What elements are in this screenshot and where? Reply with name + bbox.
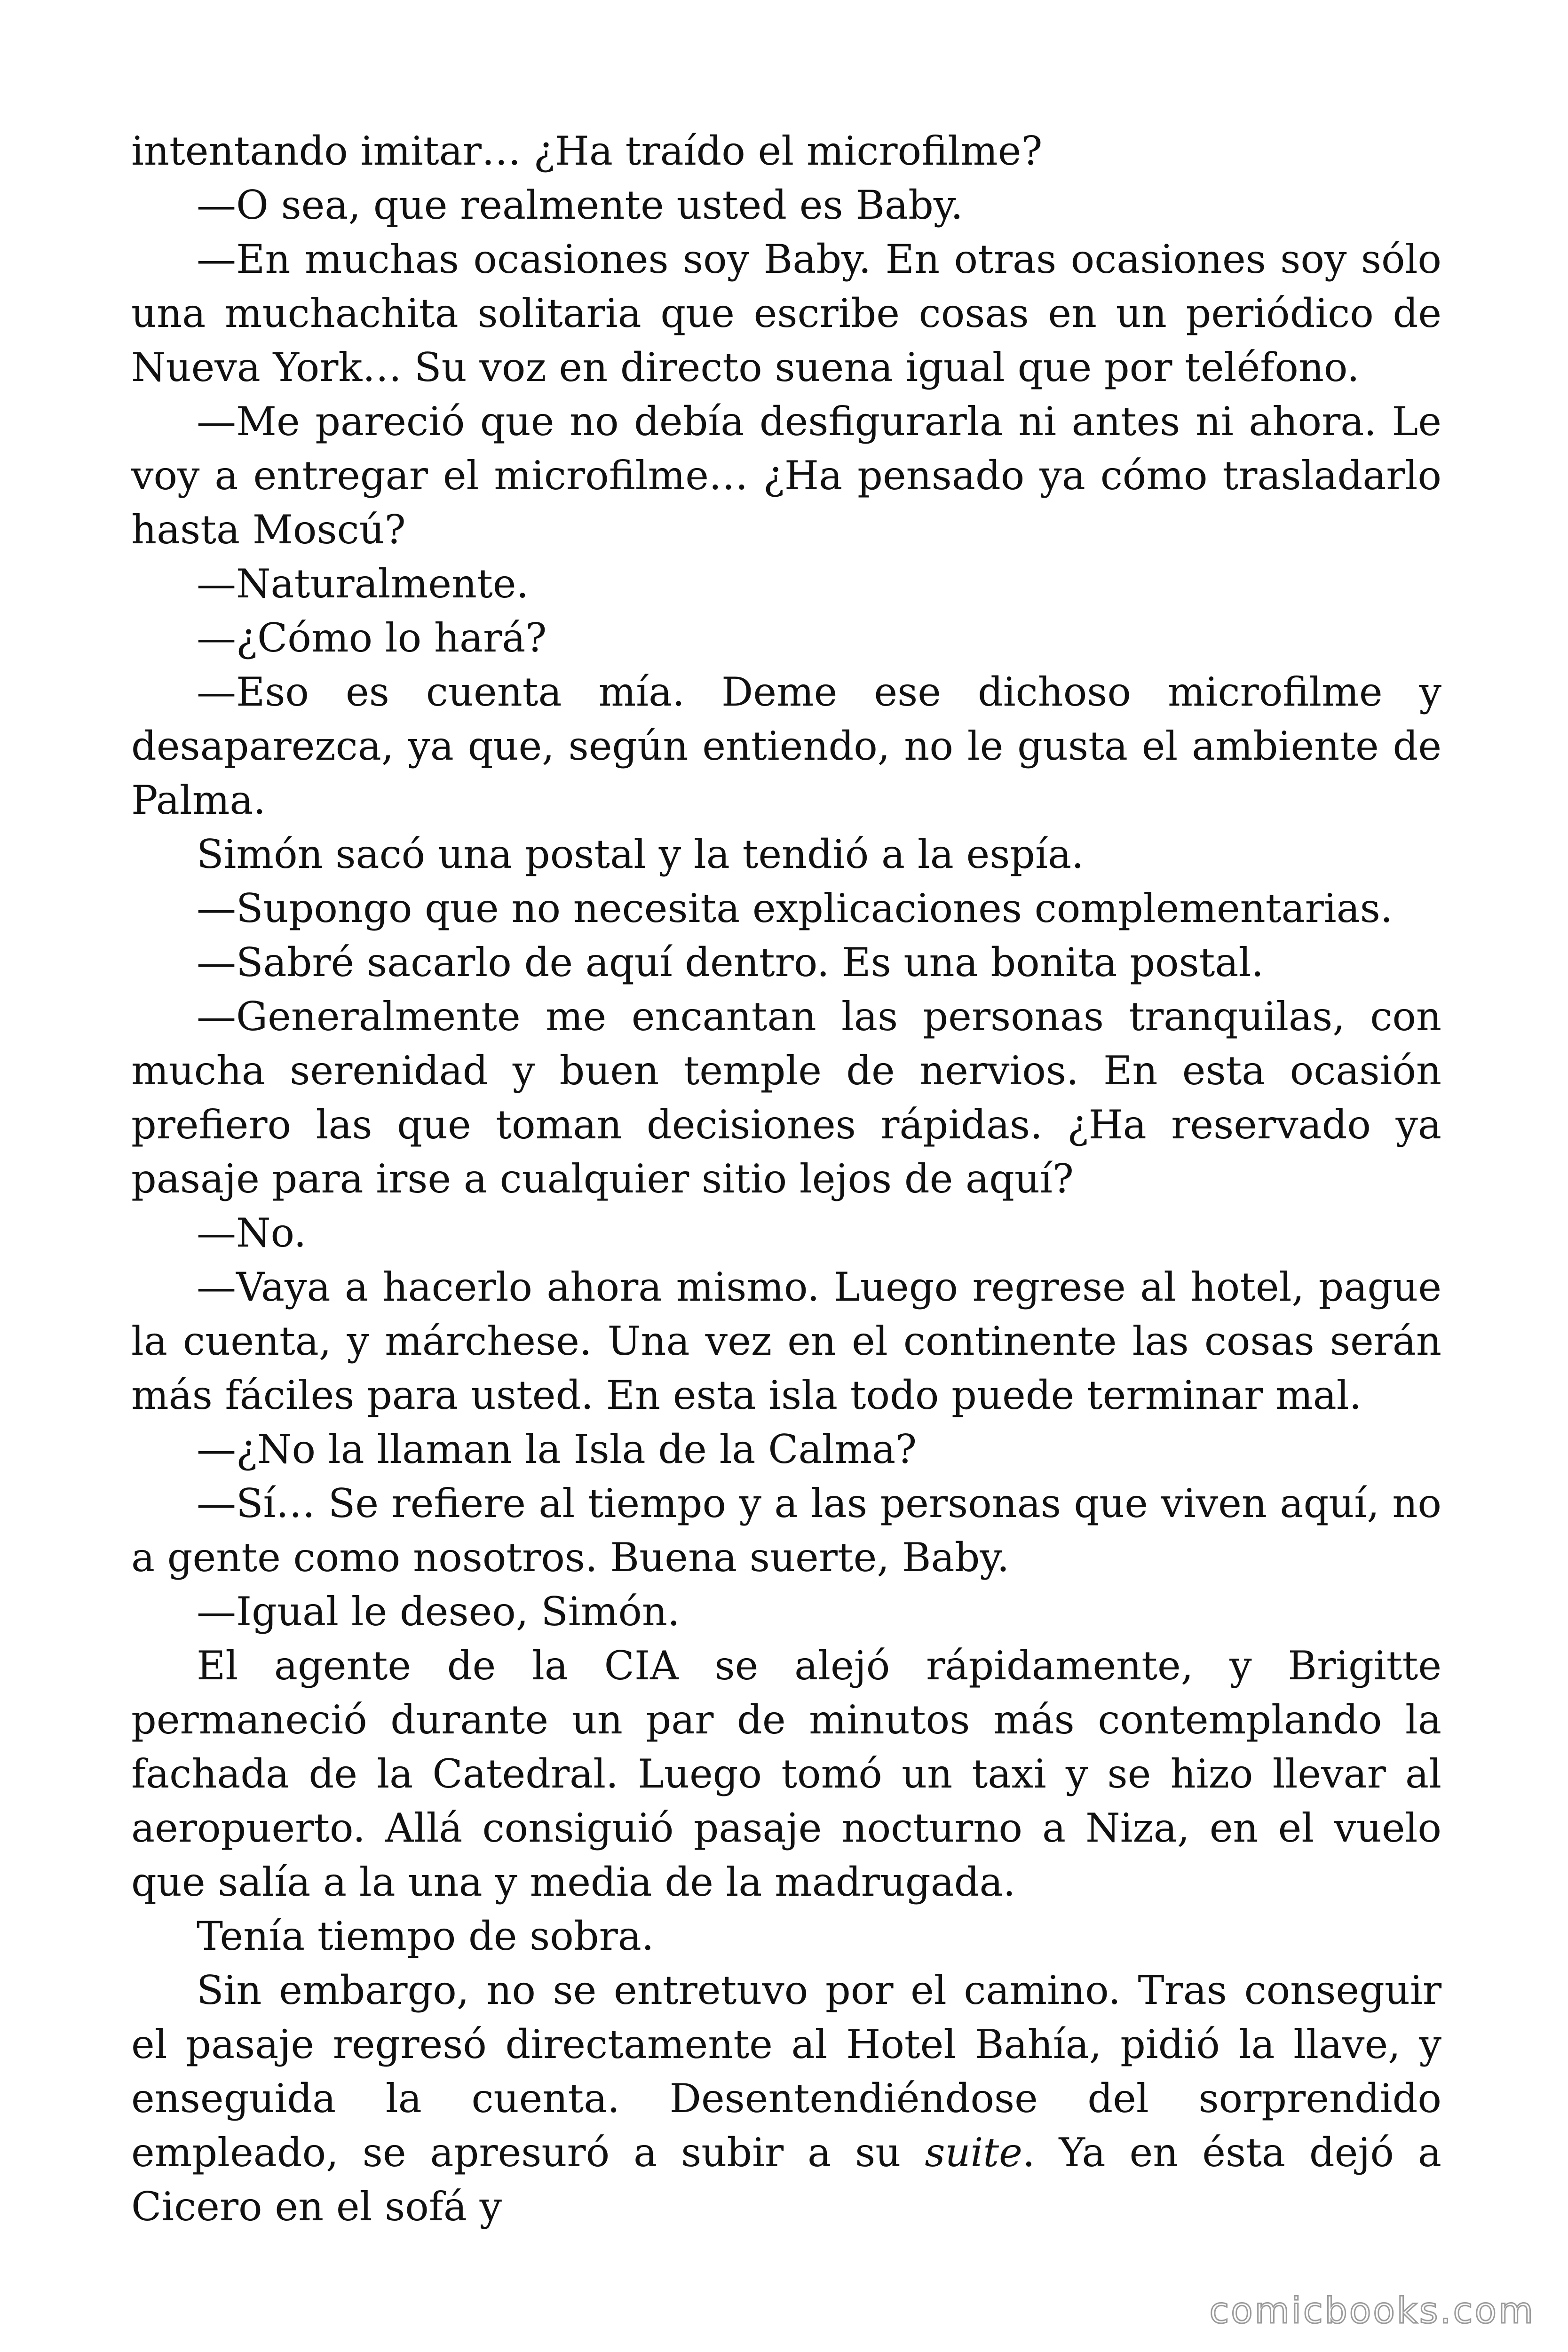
paragraph-8: Simón sacó una postal y la tendió a la espía. (197, 831, 1084, 877)
paragraph-18: Tenía tiempo de sobra. (197, 1913, 654, 1959)
watermark-logo: comicbooks.com (1209, 2289, 1535, 2331)
book-page (131, 124, 1441, 2234)
paragraph-10: —Sabré sacarlo de aquí dentro. Es una bonita postal. (197, 939, 1264, 985)
paragraph-1: intentando imitar… ¿Ha traído el microfilme? (131, 128, 1043, 174)
paragraph-13: —Vaya a hacerlo ahora mismo. Luego regrese al hotel, pague la cuenta, y márchese. Una vez en el continente las cosas serán más fáciles para usted. En esta isla todo puede terminar mal. (131, 1264, 1441, 1418)
paragraph-4: —Me pareció que no debía desfigurarla ni antes ni ahora. Le voy a entregar el microfilme… ¿Ha pensado ya cómo trasladarlo hasta Moscú? (131, 398, 1441, 553)
paragraph-11: —Generalmente me encantan las personas tranquilas, con mucha serenidad y buen temple de nervios. En esta ocasión prefiero las que toman decisiones rápidas. ¿Ha reservado ya pasaje para irse a cualquier sitio lejos de aquí? (131, 993, 1441, 1202)
paragraph-2: —O sea, que realmente usted es Baby. (197, 182, 963, 228)
paragraph-19-text: Sin embargo, no se entretuvo por el camino. Tras conseguir el pasaje regresó directamente al Hotel Bahía, pidió la llave, y enseguida la cuenta. Desentendiéndose del sorprendido empleado, se apresuró a subir a su (131, 1967, 1441, 2176)
paragraph-7: —Eso es cuenta mía. Deme ese dichoso microfilme y desaparezca, ya que, según entiendo, no le gusta el ambiente de Palma. (131, 669, 1441, 823)
paragraph-17: El agente de la CIA se alejó rápidamente, y Brigitte permaneció durante un par de minutos más contemplando la fachada de la Catedral. Luego tomó un taxi y se hizo llevar al aeropuerto. Allá consiguió pasaje nocturno a Niza, en el vuelo que salía a la una y media de la madrugada. (131, 1643, 1441, 1905)
paragraph-19 (131, 1963, 1441, 2234)
paragraph-6: —¿Cómo lo hará? (197, 615, 547, 661)
paragraph-5: —Naturalmente. (197, 561, 529, 607)
paragraph-12: —No. (197, 1210, 307, 1256)
paragraph-9: —Supongo que no necesita explicaciones complementarias. (197, 885, 1393, 931)
paragraph-14: —¿No la llaman la Isla de la Calma? (197, 1426, 917, 1472)
paragraph-16: —Igual le deseo, Simón. (197, 1589, 680, 1635)
paragraph-3: —En muchas ocasiones soy Baby. En otras ocasiones soy sólo una muchachita solitaria que escribe cosas en un periódico de Nueva York… Su voz en directo suena igual que por teléfono. (131, 236, 1441, 390)
paragraph-15: —Sí… Se refiere al tiempo y a las personas que viven aquí, no a gente como nosotros. Buena suerte, Baby. (131, 1480, 1441, 1581)
italic-word: suite (925, 2130, 1022, 2176)
paragraph-19-tail: . Ya en ésta dejó a Cicero en el sofá y (131, 2130, 1441, 2230)
